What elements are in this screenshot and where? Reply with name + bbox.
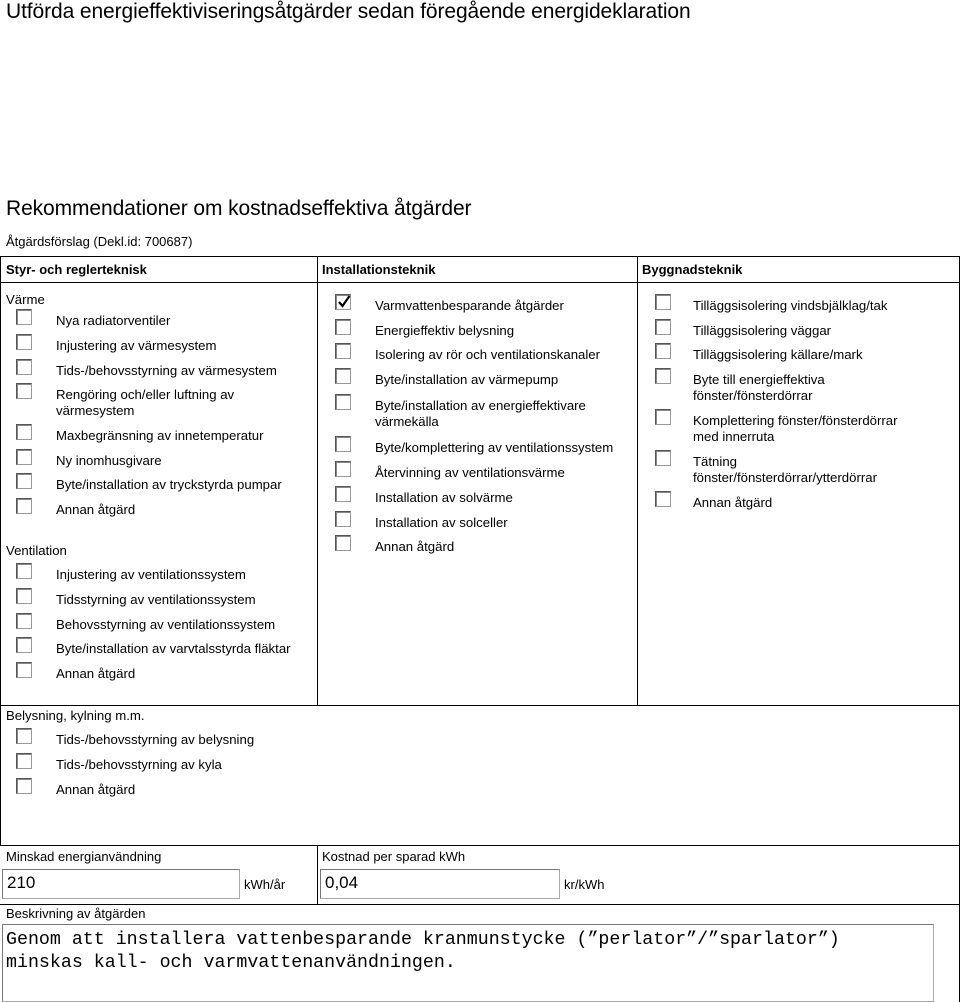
checkbox[interactable] [335,343,351,359]
cost-unit: kr/kWh [564,877,605,892]
checkbox[interactable] [655,491,671,507]
checkbox[interactable] [16,753,32,769]
checkbox-label: Injustering av värmesystem [56,338,217,353]
checkbox[interactable] [655,409,671,425]
checkbox[interactable] [335,511,351,527]
checkbox[interactable] [16,637,32,653]
checkbox[interactable] [16,588,32,604]
checkbox[interactable] [16,473,32,489]
checkbox[interactable] [335,535,351,551]
checkbox[interactable] [335,486,351,502]
proposal-id: Åtgärdsförslag (Dekl.id: 700687) [6,234,193,249]
checkbox[interactable] [16,778,32,794]
checkbox-label: Tätning fönster/fönsterdörrar/ytterdörrar [693,454,877,485]
checkbox[interactable] [16,662,32,678]
checkbox[interactable] [16,728,32,744]
checkbox-label: Annan åtgärd [693,495,773,510]
checkbox[interactable] [335,294,351,310]
checkbox[interactable] [335,461,351,477]
column-header-styr: Styr- och reglerteknisk [6,262,147,277]
checkbox[interactable] [655,294,671,310]
checkbox[interactable] [16,334,32,350]
checkbox-label: Installation av solvärme [375,490,513,505]
checkbox[interactable] [335,394,351,410]
energy-value-field[interactable]: 210 [2,869,240,899]
checkbox-label: Byte/installation av energieffektivare värmekälla [375,398,586,429]
checkbox-label: Tids-/behovsstyrning av belysning [56,732,255,747]
checkbox[interactable] [335,436,351,452]
checkbox[interactable] [655,368,671,384]
checkbox[interactable] [16,383,32,399]
checkbox[interactable] [16,309,32,325]
checkbox-label: Nya radiatorventiler [56,313,171,328]
checkbox-label: Byte/installation av varvtalsstyrda fläktar [56,641,291,656]
checkbox[interactable] [16,449,32,465]
checkbox-label: Annan åtgärd [56,666,136,681]
checkbox-label: Tilläggsisolering källare/mark [693,347,863,362]
section-heading-ventilation: Ventilation [6,543,67,558]
checkbox-label: Byte till energieffektiva fönster/fönsterdörrar [693,372,825,403]
checkbox[interactable] [16,613,32,629]
checkbox-label: Tids-/behovsstyrning av värmesystem [56,363,277,378]
checkbox[interactable] [16,359,32,375]
checkbox-label: Återvinning av ventilationsvärme [375,465,565,480]
checkbox-label: Tilläggsisolering väggar [693,323,832,338]
checkbox-label: Energieffektiv belysning [375,323,515,338]
checkmark-icon [337,295,351,309]
checkbox[interactable] [655,343,671,359]
checkbox-label: Tilläggsisolering vindsbjälklag/tak [693,298,888,313]
description-label: Beskrivning av åtgärden [6,906,146,921]
checkbox[interactable] [16,563,32,579]
checkbox-label: Annan åtgärd [56,502,136,517]
column-header-bygg: Byggnadsteknik [642,262,743,277]
section-heading-varme: Värme [6,292,45,307]
energy-label: Minskad energianvändning [6,849,162,864]
checkbox[interactable] [16,498,32,514]
checkbox-label: Annan åtgärd [56,782,136,797]
checkbox-label: Maxbegränsning av innetemperatur [56,428,264,443]
checkbox-label: Byte/komplettering av ventilationssystem [375,440,614,455]
checkbox-label: Installation av solceller [375,515,508,530]
checkbox-label: Byte/installation av tryckstyrda pumpar [56,477,282,492]
energy-unit: kWh/år [244,877,286,892]
checkbox-label: Tids-/behovsstyrning av kyla [56,757,222,772]
checkbox-label: Tidsstyrning av ventilationssystem [56,592,256,607]
checkbox[interactable] [16,424,32,440]
checkbox-label: Ny inomhusgivare [56,453,162,468]
cost-label: Kostnad per sparad kWh [322,849,466,864]
checkbox[interactable] [335,319,351,335]
done-measures-title: Utförda energieffektiviseringsåtgärder sedan föregående energideklaration [6,0,691,23]
checkbox-label: Komplettering fönster/fönsterdörrar med innerruta [693,413,898,444]
recommendations-title: Rekommendationer om kostnadseffektiva åtgärder [6,197,472,220]
description-field[interactable]: Genom att installera vattenbesparande kranmunstycke (”perlator”/”sparlator”) minskas kall- och varmvattenanvändningen. [2,924,934,1002]
cost-value-field[interactable]: 0,04 [320,869,560,899]
checkbox-label: Rengöring och/eller luftning av värmesystem [56,387,235,418]
checkbox[interactable] [335,368,351,384]
checkbox[interactable] [655,319,671,335]
checkbox[interactable] [655,450,671,466]
checkbox-label: Varmvattenbesparande åtgärder [375,298,564,313]
checkbox-label: Isolering av rör och ventilationskanaler [375,347,601,362]
column-header-install: Installationsteknik [322,262,436,277]
checkbox-label: Annan åtgärd [375,539,455,554]
checkbox-label: Behovsstyrning av ventilationssystem [56,617,276,632]
section-heading-belysning: Belysning, kylning m.m. [6,708,145,723]
checkbox-label: Byte/installation av värmepump [375,372,559,387]
checkbox-label: Injustering av ventilationssystem [56,567,246,582]
